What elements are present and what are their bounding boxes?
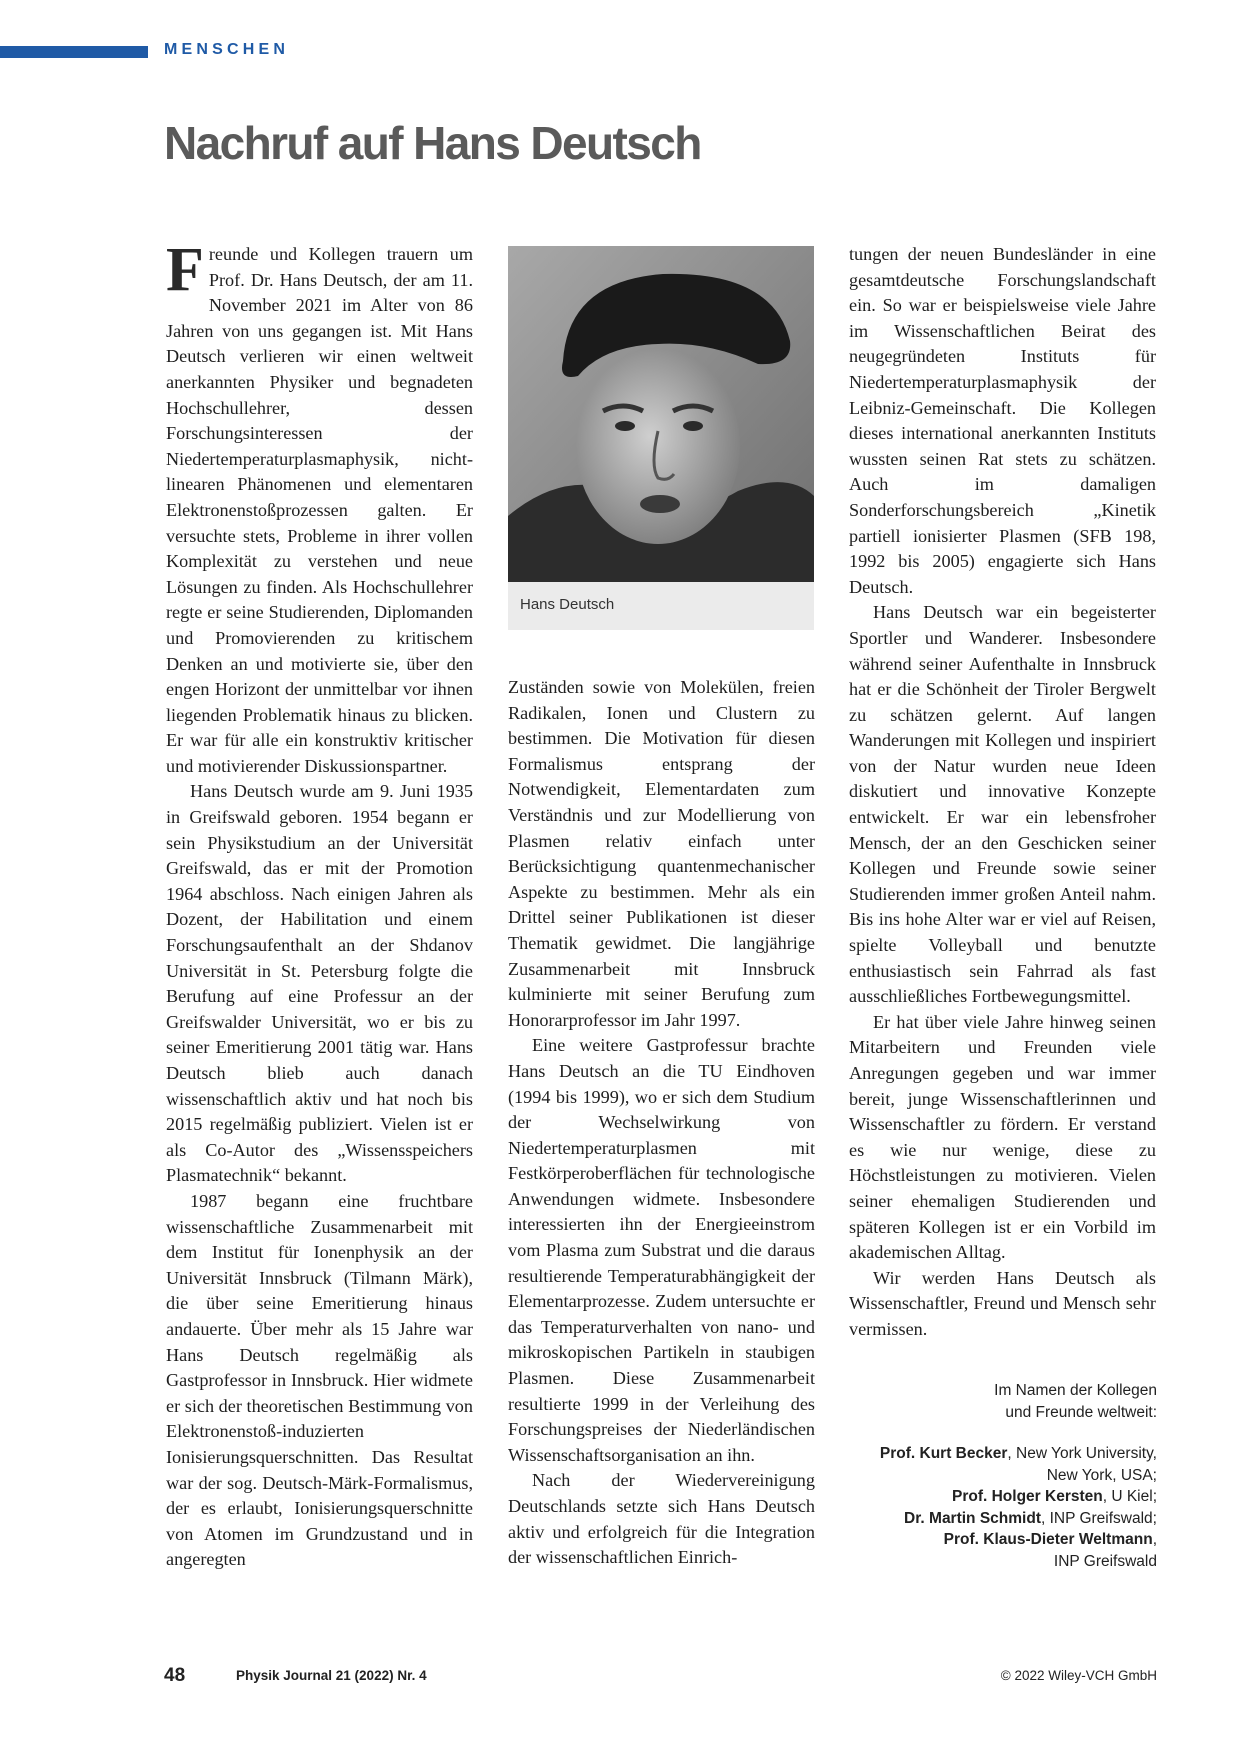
portrait-figure — [508, 246, 814, 630]
paragraph: 1987 begann eine fruchtbare wissenschaftliche Zusammenarbeit mit dem Institut für Ionenphysik an der Universität Innsbruck (Tilmann Märk), die über seine Emeritierung hinaus andauerte. Über mehr als 15 Jahre war Hans Deutsch regelmäßig als Gastprofessor in Innsbruck. Hier widmete er sich der theoretischen Bestimmung von Elektronenstoß-induzierten Ionisierungsquerschnitten. Das Resultat war der sog. Deutsch-Märk-Formalismus, der es erlaubt, Ionisierungsquerschnitte von Atomen im Grundzustand und in angeregten — [166, 1190, 473, 1570]
author-name: Dr. Martin Schmidt — [904, 1509, 1041, 1527]
paragraph: Nach der Wiedervereinigung Deutschlands setzte sich Hans Deutsch aktiv und erfolgreich für die Integration der wissenschaftlichen Einrich- — [508, 1470, 815, 1568]
figure-caption: Hans Deutsch — [520, 596, 615, 613]
author-line — [880, 1443, 1157, 1465]
paragraph: tungen der neuen Bundesländer in eine gesamtdeutsche Forschungslandschaft ein. So war er beispielsweise viele Jahre im Wissenschaftlichen Beirat des neugegründeten Instituts für Niedertemperaturplasmaphysik der Leibniz-Gemeinschaft. Die Kollegen dieses international anerkannten Instituts wussten seinen Rat stets zu schätzen. Auch im damaligen Sonderforschungsbereich „Kinetik partiell ionisierter Plasmen (SFB 198, 1992 bis 2005) engagierte sich Hans Deutsch. — [849, 244, 1156, 597]
author-affiliation: New York, USA; — [1046, 1466, 1157, 1484]
journal-citation: Physik Journal 21 (2022) Nr. 4 — [236, 1668, 427, 1683]
portrait-photo — [508, 246, 814, 582]
paragraph: Hans Deutsch war ein begeisterter Sportler und Wanderer. Insbesondere während seiner Aufenthalte in Innsbruck hat er die Schönheit der Tiroler Bergwelt zu schätzen gelernt. Auf langen Wanderungen mit Kollegen und inspiriert von der Natur wurden neue Ideen diskutiert und innovative Konzepte entwickelt. Er war ein lebensfroher Mensch, der an den Geschicken seiner Kollegen und Freunde sowie seiner Studierenden immer großen Anteil nahm. Bis ins hohe Alter war er viel auf Reisen, spielte Volleyball und benutzte enthusiastisch sein Fahrrad als fast ausschließliches Fortbewegungsmittel. — [849, 602, 1156, 1007]
author-line — [880, 1551, 1157, 1573]
copyright-notice: © 2022 Wiley-VCH GmbH — [1000, 1668, 1157, 1683]
author-line — [880, 1486, 1157, 1508]
paragraph: Wir werden Hans Deutsch als Wissenschaftler, Freund und Mensch sehr vermissen. — [849, 1267, 1156, 1339]
author-affiliation: , U Kiel; — [1102, 1488, 1157, 1505]
author-affiliation: , INP Greifswald; — [1040, 1509, 1157, 1527]
article-column-2 — [508, 675, 815, 1571]
drop-cap: F — [166, 236, 204, 304]
author-name: Prof. Holger Kersten — [952, 1488, 1103, 1505]
paragraph: Hans Deutsch wurde am 9. Juni 1935 in Greifswald geboren. 1954 begann er sein Physikstudium an der Universität Greifswald, das er mit der Promotion 1964 abschloss. Nach einigen Jahren als Dozent, der Habilitation und einem Forschungsaufenthalt an der Shdanov Universität in St. Petersburg folgte die Berufung auf eine Professur an der Greifswalder Universität, wo er bis zu seiner Emeritierung 2001 tätig war. Hans Deutsch blieb auch danach wissenschaftlich aktiv und hat noch bis 2015 regelmäßig publiziert. Vielen ist er als Co-Autor des „Wissensspeichers Plasmatechnik“ bekannt. — [166, 781, 473, 1186]
signoff-intro — [880, 1380, 1157, 1423]
author-name: Prof. Kurt Becker — [879, 1445, 1008, 1462]
article-title: Nachruf auf Hans Deutsch — [164, 117, 701, 169]
author-line — [880, 1529, 1157, 1551]
article-column-3 — [849, 242, 1156, 1343]
article-column-1 — [166, 236, 473, 1573]
section-color-bar — [0, 46, 148, 58]
paragraph: Eine weitere Gastprofessur brachte Hans Deutsch an die TU Eindhoven (1994 bis 1999), wo er sich dem Studium der Wechselwirkung von Niedertemperaturplasmen mit Festkörperoberflächen für technologische Anwendungen widmete. Insbesondere interessierten ihn der Energieeinstrom vom Plasma zum Substrat und die daraus resultierende Temperaturabhängigkeit der Elementarprozesse. Zudem untersuchte er das Temperaturverhalten von nano- und mikroskopischen Partikeln in staubigen Plasmen. Diese Zusammenarbeit resultierte 1999 in der Verleihung des Forschungspreises der Niederländischen Wissenschaftsorganisation an ihn. — [508, 1035, 815, 1465]
author-affiliation: INP Greifswald — [1053, 1552, 1157, 1570]
author-line — [880, 1465, 1157, 1487]
signoff-intro-line: Im Namen der Kollegen — [994, 1382, 1157, 1399]
section-label: MENSCHEN — [164, 41, 290, 58]
paragraph — [166, 236, 473, 779]
paragraph: Er hat über viele Jahre hinweg seinen Mitarbeitern und Freunden viele Anregungen gegeben und war immer bereit, junge Wissenschaftlerinnen und Wissenschaftler zu fördern. Er verstand es wie nur wenige, diese zu Höchstleistungen zu motivieren. Vielen seiner ehemaligen Studierenden und späteren Kollegen ist er ein Vorbild im akademischen Alltag. — [849, 1011, 1156, 1263]
author-name: Prof. Klaus-Dieter Weltmann — [943, 1531, 1153, 1548]
author-signoff — [880, 1380, 1157, 1572]
signoff-intro-line: und Freunde weltweit: — [1005, 1403, 1157, 1421]
author-affiliation: , — [1152, 1531, 1157, 1548]
page-number: 48 — [164, 1665, 186, 1686]
author-line — [880, 1508, 1157, 1530]
author-affiliation: , New York University, — [1007, 1445, 1157, 1462]
paragraph: Zuständen sowie von Molekülen, freien Radikalen, Ionen und Clustern zu bestimmen. Die Motivation für diesen Formalismus entsprang der Notwendigkeit, Elementardaten zum Verständnis und zur Modellierung von Plasmen relativ einfach unter Berücksichtigung quantenmechanischer Aspekte zu bestimmen. Mehr als ein Drittel seiner Publikationen ist dieser Thematik gewidmet. Die langjährige Zusammenarbeit mit Innsbruck kulminierte mit seiner Berufung zum Honorarprofessor im Jahr 1997. — [508, 677, 815, 1030]
paragraph-text: reunde und Kollegen trauern um Prof. Dr. Hans Deutsch, der am 11. November 2021 im Alter von 86 Jahren von uns gegangen ist. Mit Hans Deutsch verlieren wir einen weltweit anerkannten Physiker und begnadeten Hochschullehrer, dessen Forschungsinteressen der Niedertemperaturplasmaphysik, nicht-linearen Phänomenen und elementaren Elektronenstoßprozessen galten. Er versuchte stets, Probleme in ihrer vollen Komplexität zu verstehen und neue Lösungen zu finden. Als Hochschullehrer regte er seine Studierenden, Diplomanden und Promovierenden zu kritischem Denken an und motivierte sie, über den engen Horizont der unmittelbar vor ihnen liegenden Problematik hinaus zu blicken. Er war für alle ein konstruktiv kritischer und motivierender Diskussionspartner. — [166, 244, 473, 776]
